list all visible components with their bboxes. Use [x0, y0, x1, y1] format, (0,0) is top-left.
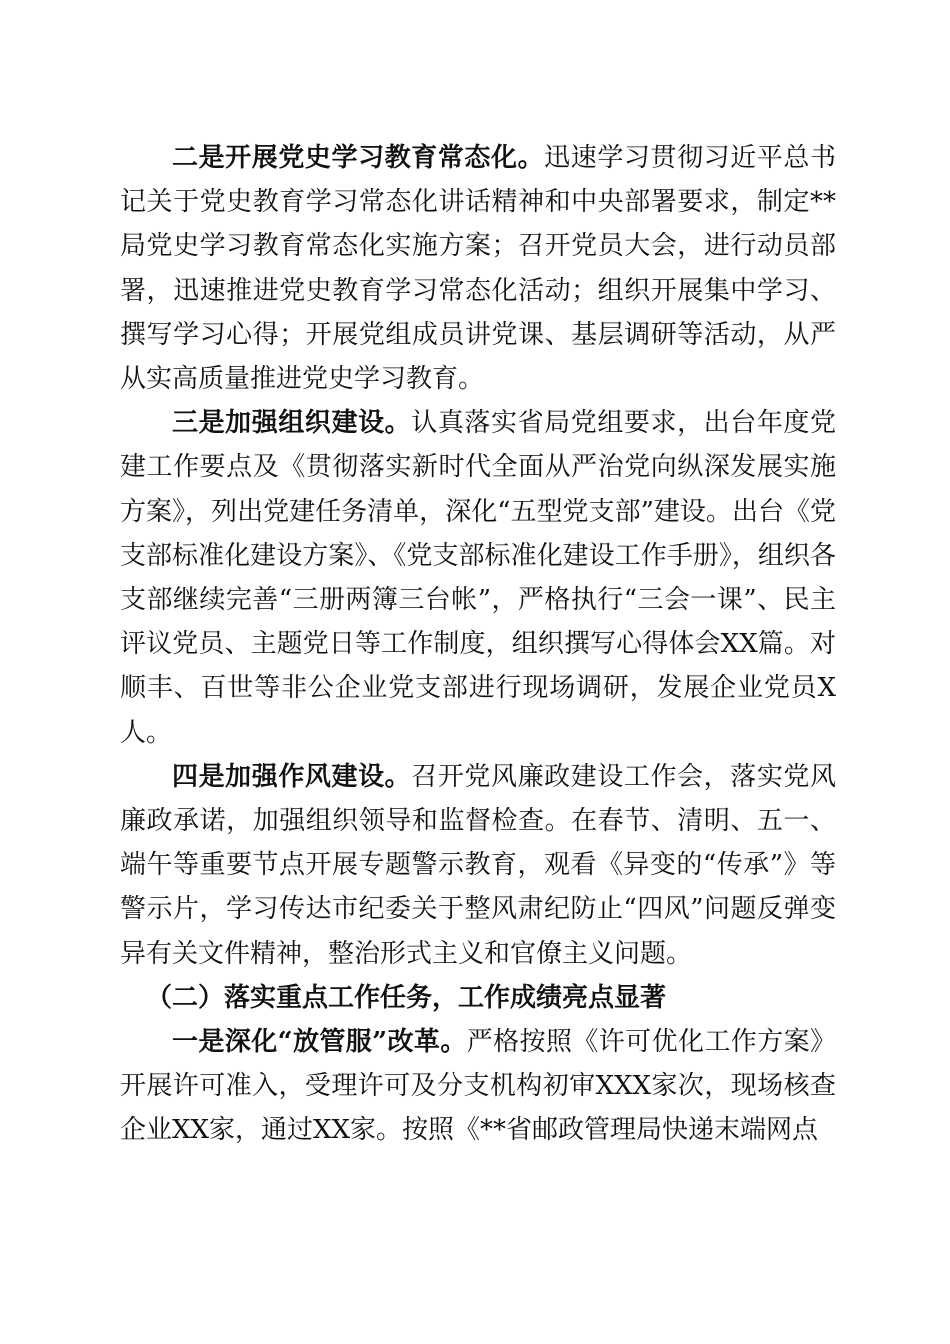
paragraph-lead: 三是加强组织建设。: [172, 408, 412, 439]
document-body: [120, 136, 836, 1153]
paragraph-organization-building: [120, 401, 836, 755]
paragraph-party-history-education: [120, 136, 836, 401]
paragraph-lead: 四是加强作风建设。: [172, 761, 412, 792]
section-heading: （二）落实重点工作任务，工作成绩亮点显著: [146, 982, 667, 1013]
paragraph-reform: [120, 1020, 836, 1153]
paragraph-text: 召开党风廉政建设工作会，落实党风廉政承诺，加强组织领导和监督检查。在春节、清明、五一、端午等重要节点开展专题警示教育，观看《异变的“传承”》等警示片，学习传达市纪委关于整风肃纪防止“四风”问题反弹变异有关文件精神，整治形式主义和官僚主义问题。: [120, 761, 836, 969]
paragraph-work-style-building: [120, 755, 836, 976]
paragraph-lead: 二是开展党史学习教育常态化。: [172, 143, 545, 173]
paragraph-lead: 一是深化“放管服”改革。: [172, 1027, 467, 1058]
paragraph-text: 迅速学习贯彻习近平总书记关于党史教育学习常态化讲话精神和中央部署要求，制定**局党史学习教育常态化实施方案；召开党员大会，进行动员部署，迅速推进党史教育学习常态化活动；组织开展集中学习、撰写学习心得；开展党组成员讲党课、基层调研等活动，从严从实高质量推进党史学习教育。: [120, 143, 836, 395]
paragraph-text: 严格按照《许可优化工作方案》开展许可准入，受理许可及分支机构初审XXX家次，现场核查企业XX家，通过XX家。按照《**省邮政管理局快递末端网点: [120, 1027, 836, 1146]
paragraph-text: 认真落实省局党组要求，出台年度党建工作要点及《贯彻落实新时代全面从严治党向纵深发展实施方案》，列出党建任务清单，深化“五型党支部”建设。出台《党支部标准化建设方案》、《党支部标准化建设工作手册》，组织各支部继续完善“三册两簿三台帐”，严格执行“三会一课”、民主评议党员、主题党日等工作制度，组织撰写心得体会XX篇。对顺丰、百世等非公企业党支部进行现场调研，发展企业党员X人。: [120, 408, 836, 748]
